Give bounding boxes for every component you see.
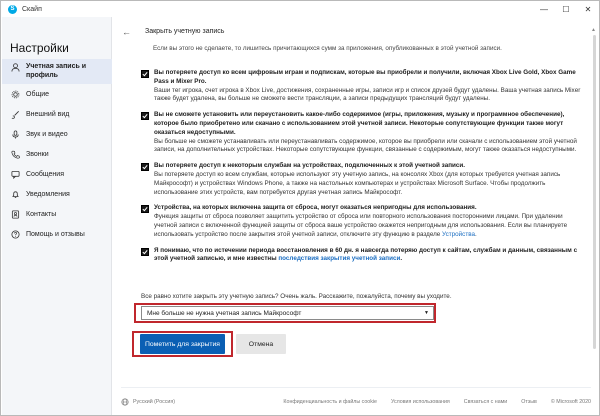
phone-icon — [10, 149, 20, 159]
item-heading: Вы не сможете установить или переустановить какое-либо содержимое (игры, приложения, музыку и программное обеспечение), которое было приобретено или скачано с использованием этой учетной записи. Некоторые сопутствующие функции также могут оказаться недоступными. — [154, 111, 565, 136]
mic-icon — [10, 129, 20, 139]
contacts-icon — [10, 209, 20, 219]
sidebar-item-account[interactable] — [2, 59, 112, 84]
settings-nav — [2, 59, 112, 244]
item-body: Вы больше не сможете устанавливать или переустанавливать содержимое, которое вы приобрели или скачали с использованием этой учетной записи, на дополнительных устройствах. Некоторые сопутствующие функции, связанные с содержимым, могут также оказаться недоступными. — [154, 137, 577, 154]
minimize-button[interactable]: — — [540, 4, 548, 14]
reason-question: Все равно хотите закрыть эту учетную запись? Очень жаль. Расскажите, пожалуйста, почему вы уходите. — [141, 293, 452, 300]
check-icon — [142, 249, 148, 255]
sidebar-item-label: Внешний вид — [26, 110, 70, 118]
maximize-button[interactable]: ☐ — [562, 4, 570, 14]
item-heading: Вы потеряете доступ ко всем цифровым играм и подпискам, которые вы приобрели и получили, включая Xbox Live Gold, Xbox Game Pass и Mixer Pro. — [154, 69, 576, 85]
help-icon — [10, 229, 20, 239]
check-icon — [142, 164, 148, 170]
footer-link-privacy[interactable]: Конфиденциальность и файлы cookie — [283, 398, 377, 405]
item-heading: Устройства, на которых включена защита от сброса, могут оказаться непригодны для использования. — [154, 204, 477, 212]
mark-for-closure-button[interactable]: Пометить для закрытия — [140, 334, 225, 354]
checkbox-reset-protection[interactable] — [141, 205, 149, 213]
cancel-button[interactable]: Отмена — [236, 334, 286, 354]
sidebar-item-label: Помощь и отзывы — [26, 230, 85, 238]
reason-dropdown[interactable] — [141, 306, 434, 320]
consequences-link[interactable]: последствия закрытия учетной записи — [278, 255, 401, 263]
item-tail: . — [475, 230, 477, 238]
dropdown-arrow-icon: ▼ — [424, 310, 429, 316]
user-icon — [10, 62, 20, 72]
sidebar-item-label: Контакты — [26, 210, 57, 218]
sidebar-item-label: Сообщения — [26, 170, 64, 178]
sidebar-title: Настройки — [10, 41, 69, 55]
confirmation-item-understand — [141, 247, 586, 265]
sidebar-item-label: профиль — [26, 72, 58, 79]
sidebar-item-general[interactable] — [2, 84, 112, 104]
skype-logo-icon: S — [8, 5, 17, 14]
settings-sidebar — [2, 17, 112, 415]
sidebar-item-calls[interactable] — [2, 144, 112, 164]
sidebar-item-contacts[interactable] — [2, 204, 112, 224]
check-icon — [142, 206, 148, 212]
footer-link-feedback[interactable]: Отзыв — [521, 398, 537, 405]
item-body: Функция защиты от сброса позволяет защитить устройство от сброса или повторного использования посторонними лицами. При удалении учетной записи с включенной функцией защиты от сброса ваше устройство окажется непригодным для использования. Если вы планируете использовать устройство после закрытия этой учетной записи, отключите эту функцию в разделе — [154, 213, 568, 238]
reason-selected-value: Мне больше не нужна учетная запись Майкрософт — [147, 309, 302, 317]
item-heading: Вы потеряете доступ к некоторым службам на устройствах, подключенных к этой учетной записи. — [154, 162, 465, 170]
brush-icon — [10, 109, 20, 119]
confirmation-list — [141, 69, 586, 271]
bell-icon — [10, 189, 20, 199]
item-heading: Я понимаю, что по истечении периода восстановления в 60 дн. я навсегда потеряю доступ к сайтам, службам и данным, связанным с этой учетной записью — [154, 246, 578, 263]
sidebar-item-help[interactable] — [2, 224, 112, 244]
confirmation-item-games — [141, 69, 586, 104]
sidebar-item-audio-video[interactable] — [2, 124, 112, 144]
globe-icon — [121, 398, 129, 406]
footer-copyright: © Microsoft 2020 — [550, 398, 591, 405]
chat-icon — [10, 169, 20, 179]
sidebar-item-label: Общие — [26, 90, 50, 98]
item-tail: . — [400, 255, 403, 263]
footer-links — [283, 399, 591, 405]
window-controls — [533, 1, 599, 17]
back-arrow-icon[interactable]: ← — [122, 27, 131, 37]
sidebar-item-notifications[interactable] — [2, 184, 112, 204]
sidebar-item-label: Учетная запись и — [26, 63, 87, 70]
footer — [121, 387, 591, 415]
page-title: Закрыть учетную запись — [145, 28, 225, 35]
devices-link[interactable]: Устройства — [442, 230, 475, 238]
checkbox-understand[interactable] — [141, 248, 149, 256]
checkbox-content[interactable] — [141, 112, 149, 120]
scrollbar[interactable] — [593, 35, 596, 349]
checkbox-games[interactable] — [141, 70, 149, 78]
confirmation-item-content — [141, 111, 586, 155]
footer-link-terms[interactable]: Условия использования — [390, 398, 450, 405]
language-selector[interactable]: Русский (Россия) — [133, 398, 176, 405]
check-icon — [142, 71, 148, 77]
item-body: Вы потеряете доступ ко всем службам, которые используют эту учетную запись, на консолях Xbox (для которых требуется учетная запись Майкрософт) и устройствах Windows Phone, а также на настольных компьютерах и устройствах Microsoft Surface. Чтобы продолжить использование этих устройств, вам потребуется другая учетная запись Майкрософт. — [154, 170, 561, 196]
item-body: Ваши тег игрока, счет игрока в Xbox Live, достижения, сохраненные игры, записи игр и список друзей будут удалены. Ваша учетная запись Mixer также будет удалена, вы больше не сможете вести трансляции, а записи предыдущих трансляций будут удалены. — [154, 86, 581, 103]
sidebar-item-label: Звук и видео — [26, 130, 68, 138]
check-icon — [142, 113, 148, 119]
gear-icon — [10, 89, 20, 99]
sidebar-item-messages[interactable] — [2, 164, 112, 184]
intro-text: Если вы этого не сделаете, то лишитесь причитающихся сумм за приложения, опубликованных в этой учетной записи. — [153, 45, 502, 52]
sidebar-item-label: Уведомления — [26, 190, 70, 198]
account-close-panel — [113, 17, 599, 415]
sidebar-item-appearance[interactable] — [2, 104, 112, 124]
item-heading-suffix: , и мне известны — [223, 255, 277, 263]
sidebar-item-label: Звонки — [26, 150, 49, 158]
scroll-up-icon[interactable]: ▲ — [591, 27, 596, 33]
footer-link-contact[interactable]: Связаться с нами — [463, 398, 508, 405]
confirmation-item-reset-protection — [141, 204, 586, 239]
close-window-button[interactable]: ✕ — [584, 4, 592, 14]
window-title: Скайп — [22, 5, 42, 13]
checkbox-services[interactable] — [141, 163, 149, 171]
title-bar — [1, 1, 599, 17]
confirmation-item-services — [141, 162, 586, 197]
